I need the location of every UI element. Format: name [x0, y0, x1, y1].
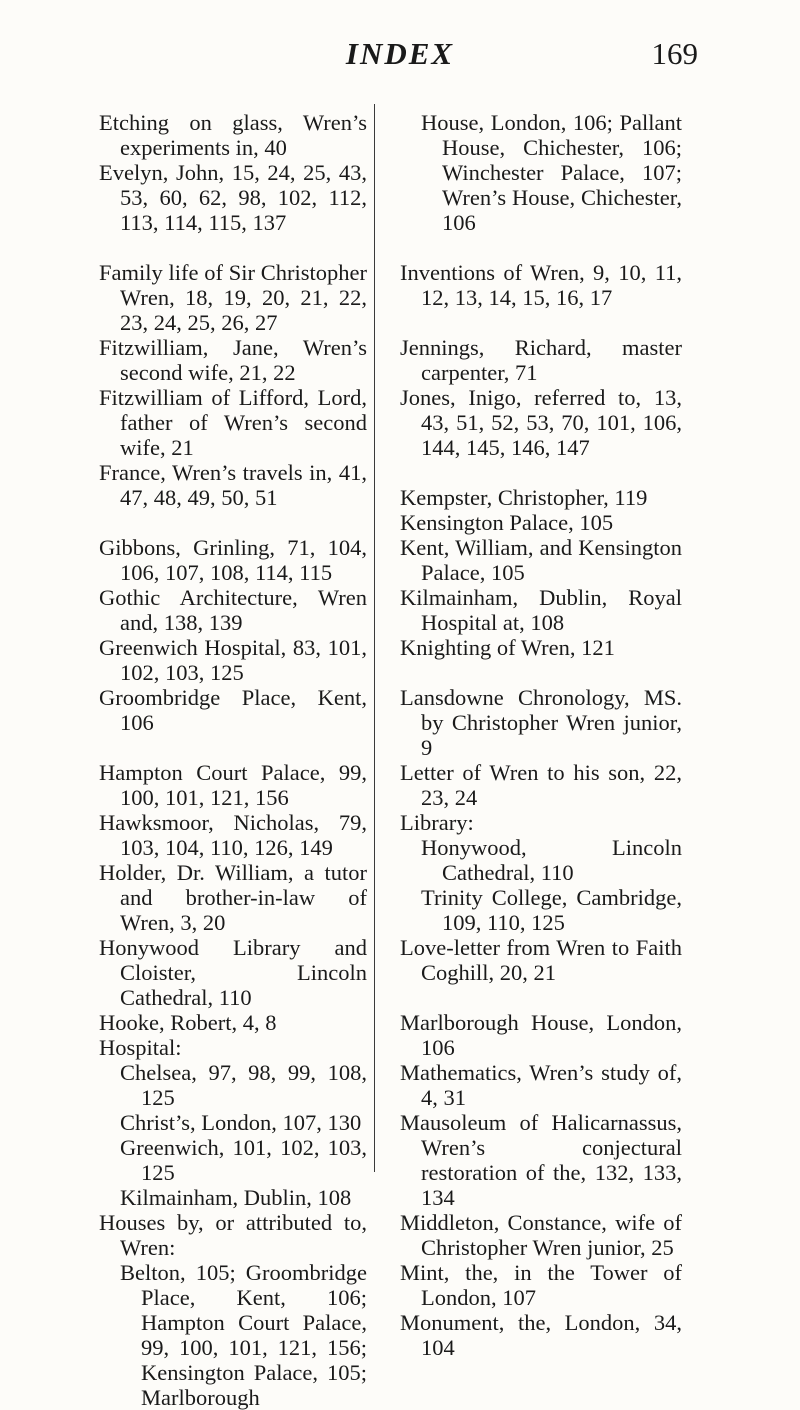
page-title: INDEX — [345, 36, 455, 71]
index-entry: Honywood Library and Cloister, Lincoln Cathedral, 110 — [99, 935, 367, 1010]
index-subentry: Chelsea, 97, 98, 99, 108, 125 — [120, 1060, 367, 1110]
entry-gap — [99, 235, 367, 260]
index-subentry: House, London, 106; Pallant House, Chichester, 106; Winchester Palace, 107; Wren’s House, Chichester, 106 — [421, 110, 682, 235]
column-divider — [374, 104, 375, 1172]
index-entry: Marlborough House, London, 106 — [400, 1010, 682, 1060]
index-entry: Inventions of Wren, 9, 10, 11, 12, 13, 14, 15, 16, 17 — [400, 260, 682, 310]
index-entry: Hooke, Robert, 4, 8 — [99, 1010, 277, 1035]
index-entry: Gibbons, Grinling, 71, 104, 106, 107, 108, 114, 115 — [99, 535, 367, 585]
index-entry: Letter of Wren to his son, 22, 23, 24 — [400, 760, 682, 810]
index-entry: Hampton Court Palace, 99, 100, 101, 121, 156 — [99, 760, 367, 810]
index-subentry: Honywood, Lincoln Cathedral, 110 — [421, 835, 682, 885]
entry-gap — [400, 310, 682, 335]
index-entry: Kempster, Christopher, 119 — [400, 485, 648, 510]
index-entry: Hawksmoor, Nicholas, 79, 103, 104, 110, 126, 149 — [99, 810, 367, 860]
index-entry: Love-letter from Wren to Faith Coghill, 20, 21 — [400, 935, 682, 985]
index-subentry: Trinity College, Cambridge, 109, 110, 125 — [421, 885, 682, 935]
index-entry: Monument, the, London, 34, 104 — [400, 1310, 682, 1360]
entry-gap — [99, 510, 367, 535]
index-entry: Mausoleum of Halicarnassus, Wren’s conjectural restoration of the, 132, 133, 134 — [400, 1110, 682, 1210]
index-entry: Jennings, Richard, master carpenter, 71 — [400, 335, 682, 385]
index-entry: Family life of Sir Christopher Wren, 18, 19, 20, 21, 22, 23, 24, 25, 26, 27 — [99, 260, 367, 335]
index-entry: Mathematics, Wren’s study of, 4, 31 — [400, 1060, 682, 1110]
index-entry: Greenwich Hospital, 83, 101, 102, 103, 125 — [99, 635, 367, 685]
index-entry: France, Wren’s travels in, 41, 47, 48, 49, 50, 51 — [99, 460, 367, 510]
index-entry: Groombridge Place, Kent, 106 — [99, 685, 367, 735]
index-entry: Houses by, or attributed to, Wren: — [99, 1210, 367, 1260]
index-entry: Kensington Palace, 105 — [400, 510, 614, 535]
left-column — [99, 110, 367, 1410]
entry-gap — [400, 460, 682, 485]
index-entry: Fitzwilliam of Lifford, Lord, father of Wren’s second wife, 21 — [99, 385, 367, 460]
index-subentry: Christ’s, London, 107, 130 — [120, 1110, 362, 1135]
running-head — [0, 36, 800, 86]
index-subentry: Greenwich, 101, 102, 103, 125 — [120, 1135, 367, 1185]
index-subentry: Kilmainham, Dublin, 108 — [120, 1185, 352, 1210]
index-entry: Middleton, Constance, wife of Christopher Wren junior, 25 — [400, 1210, 682, 1260]
entry-gap — [99, 735, 367, 760]
index-subentry: Belton, 105; Groombridge Place, Kent, 106; Hampton Court Palace, 99, 100, 101, 121, 156; Kensington Palace, 105; Marlborough — [120, 1260, 367, 1410]
index-entry: Knighting of Wren, 121 — [400, 635, 615, 660]
right-column — [400, 110, 682, 1360]
entry-gap — [400, 660, 682, 685]
index-entry: Fitzwilliam, Jane, Wren’s second wife, 21, 22 — [99, 335, 367, 385]
index-entry: Etching on glass, Wren’s experiments in, 40 — [99, 110, 367, 160]
entry-gap — [400, 985, 682, 1010]
entry-gap — [400, 235, 682, 260]
index-entry: Library: — [400, 810, 474, 835]
index-entry: Holder, Dr. William, a tutor and brother-in-law of Wren, 3, 20 — [99, 860, 367, 935]
index-entry: Jones, Inigo, referred to, 13, 43, 51, 52, 53, 70, 101, 106, 144, 145, 146, 147 — [400, 385, 682, 460]
page-number: 169 — [651, 36, 698, 71]
index-entry: Evelyn, John, 15, 24, 25, 43, 53, 60, 62, 98, 102, 112, 113, 114, 115, 137 — [99, 160, 367, 235]
index-entry: Gothic Architecture, Wren and, 138, 139 — [99, 585, 367, 635]
index-entry: Mint, the, in the Tower of London, 107 — [400, 1260, 682, 1310]
index-entry: Hospital: — [99, 1035, 182, 1060]
index-entry: Kent, William, and Kensington Palace, 105 — [400, 535, 682, 585]
index-entry: Lansdowne Chronology, MS. by Christopher Wren junior, 9 — [400, 685, 682, 760]
index-entry: Kilmainham, Dublin, Royal Hospital at, 108 — [400, 585, 682, 635]
